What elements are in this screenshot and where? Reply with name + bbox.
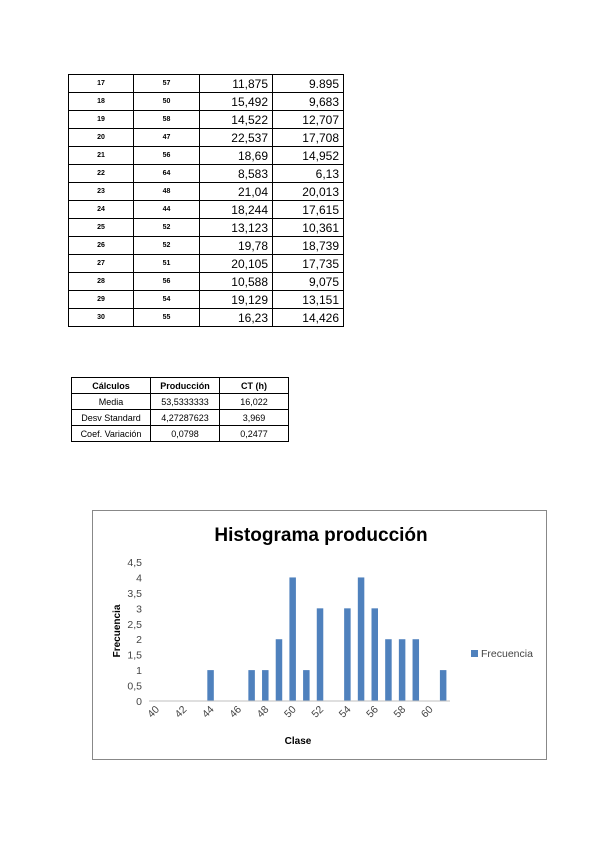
table-cell: 16,23 [200,309,273,327]
table-cell: 51 [134,255,200,273]
histogram-bar [372,608,379,701]
data-table [68,74,344,327]
histogram-bar [440,670,447,701]
table-cell: 19,129 [200,291,273,309]
y-axis-ticks [127,557,142,708]
table-row [69,129,344,147]
table-row [69,309,344,327]
x-tick-label: 50 [282,703,299,721]
y-tick-label: 0 [136,696,142,708]
table-cell: 15,492 [200,93,273,111]
table-row [69,237,344,255]
y-tick-label: 2 [136,634,142,647]
x-tick-label: 52 [309,703,327,721]
table-row [69,147,344,165]
table-cell: 13,123 [200,219,273,237]
table-row [69,291,344,309]
y-tick-label: 1,5 [127,649,142,662]
table-cell: 17,735 [273,255,344,273]
table-cell: 17 [69,75,134,93]
table-cell: 48 [134,183,200,201]
table-cell: 50 [134,93,200,111]
table-cell: 25 [69,219,134,237]
table-cell: 19 [69,111,134,129]
table-cell: 20,105 [200,255,273,273]
x-tick-label: 54 [336,703,354,721]
table-cell: 64 [134,165,200,183]
table-row [69,273,344,291]
table-cell: 18,739 [273,237,344,255]
x-axis-ticks [145,704,435,721]
histogram-svg [93,511,548,761]
x-tick-label: 48 [254,703,272,721]
y-tick-label: 2,5 [127,618,142,631]
x-tick-label: 44 [199,703,217,721]
table-row [69,75,344,93]
stats-row-media [72,394,289,410]
stats-cell: 53,5333333 [151,394,220,410]
table-cell: 6,13 [273,165,344,183]
stats-cell: 0,0798 [151,426,220,442]
table-cell: 13,151 [273,291,344,309]
table-cell: 29 [69,291,134,309]
legend-swatch [471,650,478,657]
table-cell: 30 [69,309,134,327]
table-cell: 9,075 [273,273,344,291]
table-cell: 28 [69,273,134,291]
table-row [69,111,344,129]
table-cell: 26 [69,237,134,255]
stats-cell: Desv Standard [72,410,151,426]
table-cell: 19,78 [200,237,273,255]
x-tick-label: 42 [172,703,190,721]
table-cell: 18,69 [200,147,273,165]
table-cell: 20 [69,129,134,147]
histogram-bar [303,670,310,701]
histogram-bar [276,639,283,701]
table-cell: 9,683 [273,93,344,111]
table-cell: 21 [69,147,134,165]
table-cell: 23 [69,183,134,201]
stats-table [71,377,289,442]
y-tick-label: 4 [136,572,142,585]
table-cell: 8,583 [200,165,273,183]
y-tick-label: 3,5 [127,587,142,600]
histogram-bar [358,577,365,701]
table-cell: 17,708 [273,129,344,147]
table-cell: 56 [134,273,200,291]
stats-cell: 3,969 [220,410,289,426]
table-cell: 27 [69,255,134,273]
y-tick-label: 1 [136,665,142,678]
y-axis-label: Frecuencia [112,604,123,658]
table-cell: 12,707 [273,111,344,129]
chart-title: Histograma producción [214,525,428,546]
x-axis-label: Clase [284,736,312,747]
table-cell: 14,426 [273,309,344,327]
x-tick-label: 46 [227,703,245,721]
stats-row-coef [72,426,289,442]
table-cell: 14,952 [273,147,344,165]
stats-cell: Coef. Variación [72,426,151,442]
table-row [69,165,344,183]
x-tick-label: 58 [391,703,409,721]
table-row [69,183,344,201]
table-cell: 18 [69,93,134,111]
stats-row-desv [72,410,289,426]
y-tick-label: 0,5 [127,680,142,693]
x-tick-label: 40 [145,703,162,721]
table-cell: 9.895 [273,75,344,93]
stats-cell: 4,27287623 [151,410,220,426]
histogram-bar [262,670,269,701]
stats-cell: 0,2477 [220,426,289,442]
data-table-body [69,75,344,327]
stats-header-ct: CT (h) [220,378,289,394]
table-cell: 57 [134,75,200,93]
stats-cell: 16,022 [220,394,289,410]
histogram-bar [207,670,214,701]
table-row [69,93,344,111]
table-cell: 11,875 [200,75,273,93]
table-cell: 10,361 [273,219,344,237]
table-row [69,219,344,237]
table-cell: 21,04 [200,183,273,201]
table-cell: 17,615 [273,201,344,219]
table-cell: 52 [134,237,200,255]
y-tick-label: 3 [136,603,142,616]
stats-cell: Media [72,394,151,410]
table-cell: 22 [69,165,134,183]
table-cell: 52 [134,219,200,237]
histogram-bar [344,608,351,701]
y-tick-label: 4,5 [127,557,142,569]
table-cell: 24 [69,201,134,219]
bars [207,577,446,701]
table-cell: 22,537 [200,129,273,147]
table-cell: 47 [134,129,200,147]
x-tick-label: 60 [418,703,436,721]
stats-header-calculos: Cálculos [72,378,151,394]
legend-label: Frecuencia [481,648,533,660]
table-cell: 18,244 [200,201,273,219]
table-cell: 54 [134,291,200,309]
histogram-bar [248,670,255,701]
histogram-bar [289,577,296,701]
table-cell: 58 [134,111,200,129]
table-cell: 14,522 [200,111,273,129]
table-cell: 56 [134,147,200,165]
table-cell: 20,013 [273,183,344,201]
histogram-bar [385,639,392,701]
histogram-chart [92,510,547,760]
histogram-bar [399,639,406,701]
x-tick-label: 56 [364,703,381,721]
histogram-bar [413,639,420,701]
histogram-bar [317,608,324,701]
stats-header-row [72,378,289,394]
table-cell: 55 [134,309,200,327]
table-cell: 44 [134,201,200,219]
table-row [69,255,344,273]
table-row [69,201,344,219]
stats-header-produccion: Producción [151,378,220,394]
table-cell: 10,588 [200,273,273,291]
